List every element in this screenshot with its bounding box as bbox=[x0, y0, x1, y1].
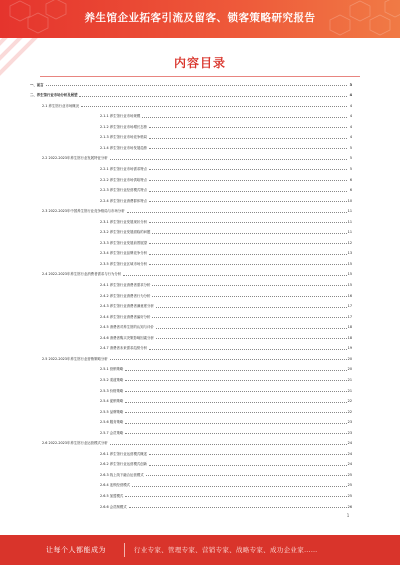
toc-entry[interactable] bbox=[30, 91, 352, 98]
toc-entry-title: 2.6 2022-2023年养生馆行业运营模式分析 bbox=[42, 441, 108, 446]
footer-bar bbox=[0, 535, 400, 565]
toc-entry-page: 18 bbox=[347, 325, 352, 330]
toc-entry-page: 4 bbox=[349, 114, 352, 119]
toc-entry[interactable] bbox=[30, 407, 352, 414]
toc-leader-dots bbox=[125, 401, 346, 403]
toc-entry[interactable] bbox=[30, 238, 352, 245]
toc-leader-dots bbox=[125, 411, 346, 413]
toc-entry-page: 5 bbox=[349, 156, 352, 161]
toc-entry-page: 11 bbox=[347, 219, 352, 224]
toc-entry-page: 19 bbox=[347, 346, 352, 351]
toc-entry-page: 16 bbox=[347, 293, 352, 298]
toc-entry-page: 25 bbox=[347, 483, 352, 488]
toc-entry-page: 18 bbox=[347, 335, 352, 340]
toc-leader-dots bbox=[125, 422, 346, 424]
toc-entry[interactable] bbox=[30, 80, 352, 87]
toc-entry[interactable] bbox=[30, 143, 352, 150]
toc-entry-page: 6 bbox=[349, 188, 352, 193]
toc-entry[interactable] bbox=[30, 164, 352, 171]
toc-entry-page: 21 bbox=[347, 377, 352, 382]
toc-entry-title: 2.4.2 养生馆行业消费者行为分析 bbox=[100, 293, 151, 298]
toc-entry-title: 2.5.4 促销策略 bbox=[100, 399, 124, 404]
toc-entry[interactable] bbox=[30, 196, 352, 203]
toc-leader-dots bbox=[125, 379, 346, 381]
toc-entry-page: 4 bbox=[349, 93, 352, 98]
toc-entry-title: 2.3.1 养生馆行业发展现状分析 bbox=[100, 219, 148, 224]
toc-heading-divider bbox=[40, 76, 360, 77]
toc-entry[interactable] bbox=[30, 280, 352, 287]
toc-leader-dots bbox=[149, 147, 347, 149]
toc-leader-dots bbox=[149, 253, 347, 255]
toc-entry-page: 5 bbox=[349, 145, 352, 150]
toc-leader-dots bbox=[142, 116, 347, 118]
toc-entry-title: 2.4.7 消费者未来需求趋势分析 bbox=[100, 346, 148, 351]
toc-leader-dots bbox=[149, 348, 347, 350]
toc-entry-page: 5 bbox=[349, 166, 352, 171]
toc-entry[interactable] bbox=[30, 270, 352, 277]
toc-leader-dots bbox=[156, 337, 347, 339]
toc-entry-title: 2.1.2 养生馆行业市场增长态势 bbox=[100, 124, 148, 129]
footer-divider bbox=[124, 543, 125, 557]
toc-entry-title: 2.2.1 养生馆行业市场需求特点 bbox=[100, 166, 148, 171]
toc-entry-title: 2.6.6 会员制模式 bbox=[100, 504, 127, 509]
toc-entry-title: 2.3 2022-2023年中国养生馆行业竞争格局与市场分析 bbox=[42, 209, 125, 214]
toc-leader-dots bbox=[149, 126, 347, 128]
toc-leader-dots bbox=[152, 316, 346, 318]
toc-entry-page: 3 bbox=[349, 82, 352, 87]
toc-leader-dots bbox=[152, 232, 346, 234]
toc-entry-title: 2.5 2022-2023年养生馆行业营销策略分析 bbox=[42, 356, 108, 361]
toc-leader-dots bbox=[149, 168, 347, 170]
toc-entry-title: 2.5.6 服务策略 bbox=[100, 420, 124, 425]
toc-entry-title: 2.6.5 加盟模式 bbox=[100, 494, 124, 499]
toc-entry[interactable] bbox=[30, 365, 352, 372]
footer-slogan-right: 行业专家、管理专家、营销专家、战略专家、成功企业家…… bbox=[134, 546, 318, 554]
toc-entry-page: 15 bbox=[347, 283, 352, 288]
toc-entry-page: 17 bbox=[347, 314, 352, 319]
toc-leader-dots bbox=[146, 474, 347, 476]
toc-leader-dots bbox=[152, 284, 346, 286]
toc-entry[interactable] bbox=[30, 259, 352, 266]
toc-entry[interactable] bbox=[30, 133, 352, 140]
toc-leader-dots bbox=[152, 295, 346, 297]
toc-entry-page: 21 bbox=[347, 388, 352, 393]
toc-entry-page: 25 bbox=[347, 472, 352, 477]
toc-entry[interactable] bbox=[30, 249, 352, 256]
toc-entry-title: 2.2.2 养生馆行业市场供给特点 bbox=[100, 177, 148, 182]
toc-entry-title: 一、前言 bbox=[30, 82, 44, 87]
toc-entry[interactable] bbox=[30, 418, 352, 425]
toc-leader-dots bbox=[110, 158, 347, 160]
toc-entry[interactable] bbox=[30, 397, 352, 404]
toc-entry[interactable] bbox=[30, 481, 352, 488]
toc-leader-dots bbox=[149, 179, 347, 181]
toc-entry[interactable] bbox=[30, 439, 352, 446]
toc-leader-dots bbox=[129, 506, 347, 508]
toc-entry-page: 24 bbox=[347, 441, 352, 446]
toc-entry-title: 2.4 2022-2023年养生馆行业消费者需求与行为分析 bbox=[42, 272, 122, 277]
toc-entry-title: 2.2 2022-2023年养生馆行业发展特征分析 bbox=[42, 156, 108, 161]
toc-entry-title: 2.3.4 养生馆行业品牌竞争分析 bbox=[100, 251, 148, 256]
toc-entry-title: 2.2.3 养生馆行业经营模式特点 bbox=[100, 188, 148, 193]
toc-leader-dots bbox=[156, 327, 347, 329]
toc-entry[interactable] bbox=[30, 386, 352, 393]
toc-entry-title: 2.1 养生馆行业市场概况 bbox=[42, 103, 79, 108]
toc-leader-dots bbox=[79, 95, 347, 97]
toc-entry-page: 4 bbox=[349, 124, 352, 129]
toc-entry-page: 4 bbox=[349, 103, 352, 108]
toc-entry-page: 20 bbox=[347, 356, 352, 361]
toc-entry-title: 2.3.3 养生馆行业发展前景展望 bbox=[100, 240, 148, 245]
toc-entry-title: 2.5.7 会员策略 bbox=[100, 430, 124, 435]
toc-leader-dots bbox=[123, 274, 346, 276]
toc-leader-dots bbox=[149, 453, 347, 455]
toc-entry-page: 10 bbox=[347, 198, 352, 203]
toc-leader-dots bbox=[149, 221, 347, 223]
toc-entry-page: 22 bbox=[347, 399, 352, 404]
toc-entry-title: 2.1.4 养生馆行业市场发展趋势 bbox=[100, 145, 148, 150]
toc-heading: 内容目录 bbox=[173, 56, 226, 70]
toc-entry-title: 2.6.1 养生馆行业运营模式概述 bbox=[100, 451, 148, 456]
toc-entry-title: 2.6.2 养生馆行业运营模式创新 bbox=[100, 462, 148, 467]
toc-leader-dots bbox=[46, 84, 347, 86]
toc-entry-page: 25 bbox=[347, 494, 352, 499]
toc-entry[interactable] bbox=[30, 428, 352, 435]
toc-entry[interactable] bbox=[30, 122, 352, 129]
toc-leader-dots bbox=[125, 390, 346, 392]
toc-entry-title: 2.6.3 线上线下融合运营模式 bbox=[100, 472, 144, 477]
toc-entry-page: 4 bbox=[349, 135, 352, 140]
toc-leader-dots bbox=[125, 495, 346, 497]
toc-entry[interactable] bbox=[30, 175, 352, 182]
toc-entry-title: 2.6.4 连锁经营模式 bbox=[100, 483, 131, 488]
toc-entry[interactable] bbox=[30, 470, 352, 477]
toc-entry[interactable] bbox=[30, 154, 352, 161]
footer-slogan-left: 让每个人都能成为 bbox=[46, 546, 106, 554]
toc-entry-page: 24 bbox=[347, 451, 352, 456]
toc-entry-title: 2.4.5 消费者对养生馆的认知与评价 bbox=[100, 325, 154, 330]
toc-leader-dots bbox=[149, 464, 347, 466]
toc-entry-title: 2.5.1 营销策略 bbox=[100, 367, 124, 372]
toc-entry[interactable] bbox=[30, 354, 352, 361]
toc-entry[interactable] bbox=[30, 312, 352, 319]
toc-leader-dots bbox=[125, 369, 346, 371]
toc-entry-title: 2.3.2 养生馆行业发展面临的问题 bbox=[100, 230, 151, 235]
toc-entry-page: 6 bbox=[349, 177, 352, 182]
toc-entry-title: 2.2.4 养生馆行业消费群体特点 bbox=[100, 198, 148, 203]
toc-entry-page: 20 bbox=[347, 367, 352, 372]
toc-entry-page: 15 bbox=[347, 261, 352, 266]
toc-entry-title: 2.5.2 渠道策略 bbox=[100, 377, 124, 382]
toc-entry[interactable] bbox=[30, 502, 352, 509]
toc-leader-dots bbox=[125, 432, 346, 434]
toc-entry[interactable] bbox=[30, 302, 352, 309]
toc-leader-dots bbox=[149, 242, 347, 244]
toc-leader-dots bbox=[149, 190, 347, 192]
toc-leader-dots bbox=[132, 485, 347, 487]
toc-leader-dots bbox=[156, 306, 347, 308]
toc-entry-title: 2.4.1 养生馆行业消费者需求分析 bbox=[100, 283, 151, 288]
toc-entry-title: 2.5.3 价格策略 bbox=[100, 388, 124, 393]
toc-entry[interactable] bbox=[30, 375, 352, 382]
toc-entry-page: 11 bbox=[347, 209, 352, 214]
toc-entry-title: 2.4.4 养生馆行业消费者偏好分析 bbox=[100, 314, 151, 319]
toc-entry[interactable] bbox=[30, 207, 352, 214]
toc-entry[interactable] bbox=[30, 228, 352, 235]
toc-entry[interactable] bbox=[30, 112, 352, 119]
toc-entry-page: 13 bbox=[347, 251, 352, 256]
toc-entry-page: 24 bbox=[347, 462, 352, 467]
toc-entry[interactable] bbox=[30, 491, 352, 498]
report-title: 养生馆企业拓客引流及留客、锁客策略研究报告 bbox=[84, 12, 316, 24]
toc-leader-dots bbox=[110, 358, 347, 360]
toc-entry-title: 2.5.5 品牌策略 bbox=[100, 409, 124, 414]
toc-leader-dots bbox=[110, 443, 347, 445]
toc-entry[interactable] bbox=[30, 460, 352, 467]
toc-entry-page: 11 bbox=[347, 230, 352, 235]
toc-entry-page: 26 bbox=[347, 504, 352, 509]
toc-leader-dots bbox=[149, 263, 347, 265]
toc-entry-title: 2.4.6 消费者购买决策影响因素分析 bbox=[100, 335, 154, 340]
toc-entry-page: 23 bbox=[347, 420, 352, 425]
toc-entry-title: 2.1.1 养生馆行业市场规模 bbox=[100, 114, 141, 119]
toc-entry[interactable] bbox=[30, 323, 352, 330]
toc-entry[interactable] bbox=[30, 217, 352, 224]
toc-entry-title: 2.4.3 养生馆行业消费者满意度分析 bbox=[100, 304, 154, 309]
toc-entry-page: 15 bbox=[347, 272, 352, 277]
toc-entry-page: 22 bbox=[347, 409, 352, 414]
toc-entry[interactable] bbox=[30, 449, 352, 456]
toc-entry-title: 二、养生馆行业市场分析及展望 bbox=[30, 93, 78, 98]
toc-entry-page: 17 bbox=[347, 304, 352, 309]
report-header-bar bbox=[0, 0, 400, 38]
toc-entry-title: 2.1.3 养生馆行业市场竞争格局 bbox=[100, 135, 148, 140]
toc-leader-dots bbox=[81, 105, 347, 107]
toc-entry[interactable] bbox=[30, 291, 352, 298]
toc-leader-dots bbox=[149, 200, 347, 202]
toc-leader-dots bbox=[127, 211, 347, 213]
toc-entry[interactable] bbox=[30, 186, 352, 193]
toc-entry-page: 23 bbox=[347, 430, 352, 435]
toc-entry[interactable] bbox=[30, 101, 352, 108]
toc-entry[interactable] bbox=[30, 344, 352, 351]
page-number: 1 bbox=[346, 513, 350, 518]
toc-leader-dots bbox=[149, 137, 347, 139]
toc-entry-title: 2.3.5 养生馆行业区域市场分析 bbox=[100, 261, 148, 266]
toc-entry-page: 12 bbox=[347, 240, 352, 245]
toc-entry[interactable] bbox=[30, 333, 352, 340]
